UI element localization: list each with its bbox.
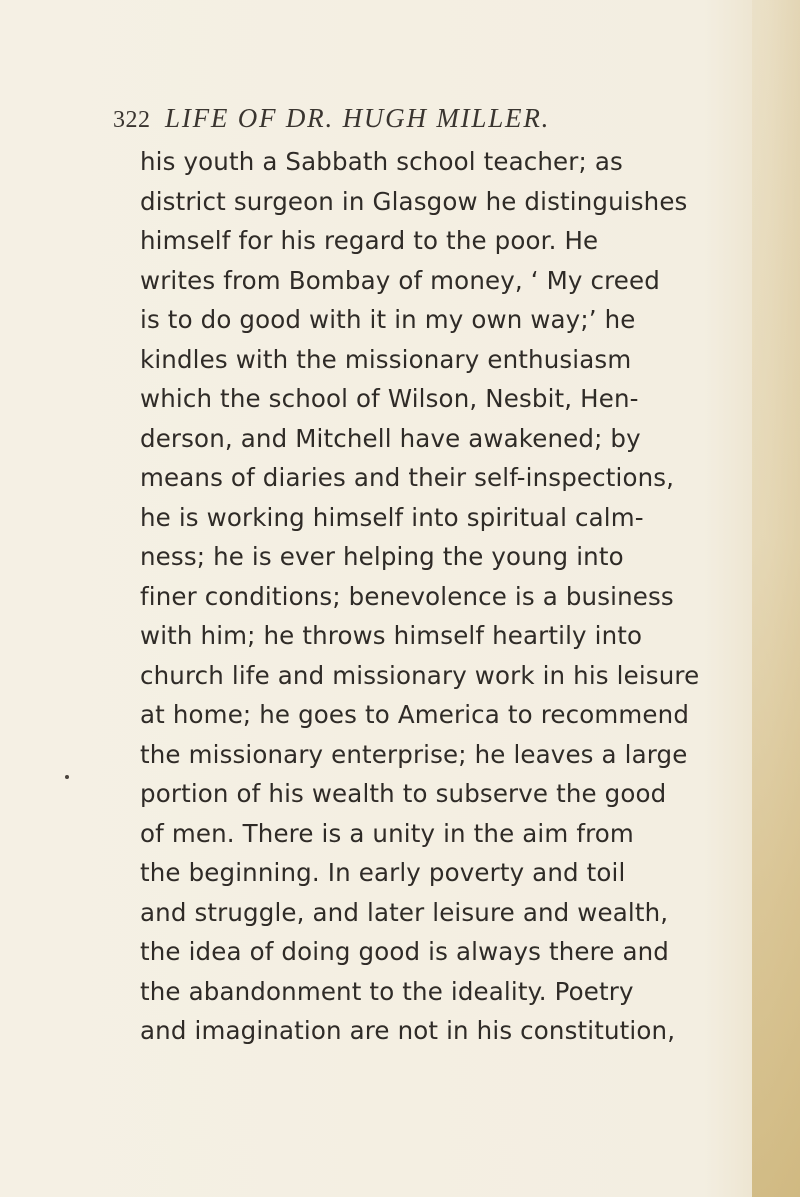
text-line: he is working himself into spiritual calm- <box>140 502 644 532</box>
text-line: derson, and Mitchell have awakened; by <box>140 423 641 453</box>
text-line: the abandonment to the ideality. Poetry <box>140 976 634 1006</box>
text-line: the missionary enterprise; he leaves a large <box>140 739 688 769</box>
page-edge-stain <box>752 0 800 1197</box>
body-text <box>140 142 720 1051</box>
text-line: with him; he throws himself heartily into <box>140 621 643 650</box>
text-line: the idea of doing good is always there and <box>140 937 669 966</box>
text-line: himself for his regard to the poor. He <box>140 226 599 255</box>
text-line: is to do good with it in my own way;’ he <box>140 305 636 334</box>
page-number: 322 <box>113 107 151 133</box>
page-header <box>113 103 673 143</box>
text-line: which the school of Wilson, Nesbit, Hen- <box>140 384 639 413</box>
text-line: portion of his wealth to subserve the good <box>140 779 667 808</box>
text-line: kindles with the missionary enthusiasm <box>140 344 632 374</box>
text-line: at home; he goes to America to recommend <box>140 700 690 729</box>
text-line: and struggle, and later leisure and wealth, <box>140 897 669 927</box>
text-line: and imagination are not in his constitution, <box>140 1016 676 1045</box>
margin-mark <box>65 775 69 779</box>
text-line: ness; he is ever helping the young into <box>140 542 624 571</box>
text-line: means of diaries and their self-inspections, <box>140 463 675 492</box>
text-line: the beginning. In early poverty and toil <box>140 858 626 887</box>
text-line: of men. There is a unity in the aim from <box>140 818 634 848</box>
text-line: writes from Bombay of money, ‘ My creed <box>140 265 660 295</box>
running-head: LIFE OF DR. HUGH MILLER. <box>165 103 551 133</box>
text-line: his youth a Sabbath school teacher; as <box>140 147 623 176</box>
text-line: district surgeon in Glasgow he distinguishes <box>140 186 688 216</box>
text-line: church life and missionary work in his leisure <box>140 660 700 690</box>
text-line: finer conditions; benevolence is a business <box>140 581 674 611</box>
